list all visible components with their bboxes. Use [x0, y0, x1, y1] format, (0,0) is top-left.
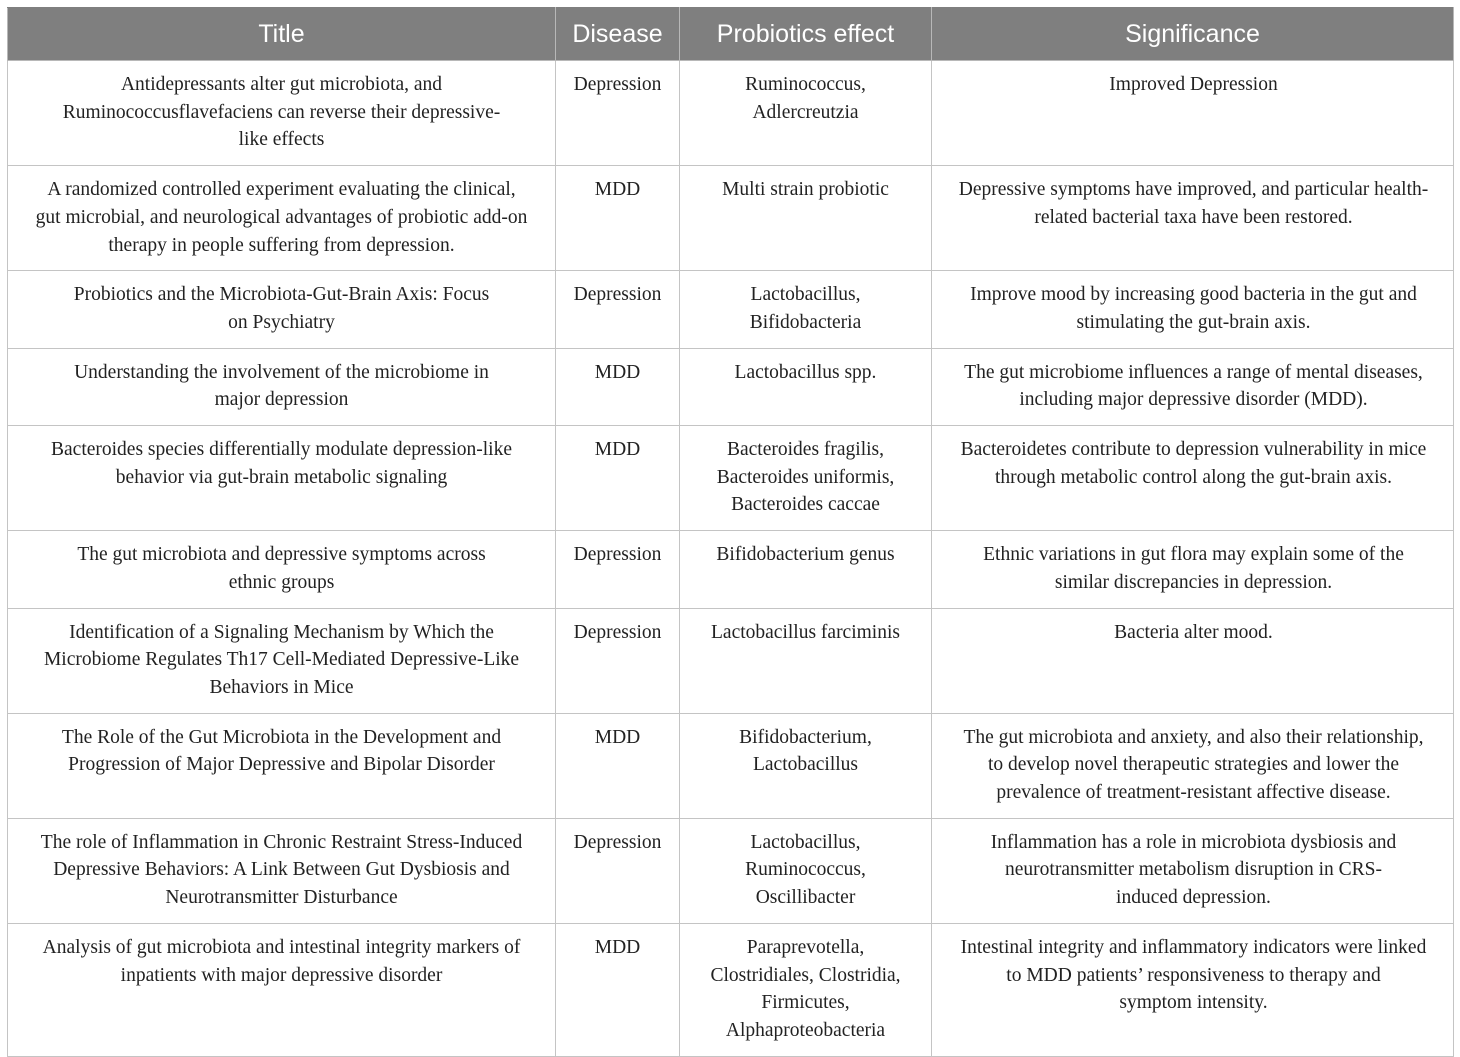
table-header: [8, 8, 1454, 61]
cell-text-line: Lactobacillus spp.: [734, 361, 877, 383]
table-row: [8, 271, 1454, 348]
table-row: [8, 531, 1454, 608]
significance-cell: [932, 61, 1454, 166]
cell-text-line: Intestinal integrity and inflammatory indicators were linked: [960, 936, 1427, 958]
cell-text-line: Oscillibacter: [755, 887, 856, 909]
cell-text-line: Ruminococcusflavefaciens can reverse their depressive-: [62, 101, 501, 123]
cell-text-line: to MDD patients’ responsiveness to therapy and: [1006, 964, 1381, 986]
probiotics-effect-cell: [680, 713, 932, 818]
title-cell: [8, 713, 556, 818]
cell-text-line: Bacteroides caccae: [731, 494, 880, 516]
cell-text-line: to develop novel therapeutic strategies and lower the: [988, 754, 1399, 776]
cell-text-line: Improved Depression: [1109, 74, 1278, 95]
disease-cell: MDD: [556, 713, 680, 818]
cell-text-line: The Role of the Gut Microbiota in the Development and: [61, 726, 502, 748]
cell-text-line: Lactobacillus,: [750, 284, 861, 306]
title-cell: [8, 531, 556, 608]
significance-cell: [932, 166, 1454, 271]
disease-cell: MDD: [556, 166, 680, 271]
cell-text-line: neurotransmitter metabolism disruption in CRS-: [1005, 859, 1382, 881]
probiotics-effect-cell: [680, 608, 932, 713]
cell-text-line: Bifidobacterium genus: [716, 544, 895, 566]
cell-text-line: related bacterial taxa have been restored.: [1034, 206, 1353, 228]
table-row: [8, 61, 1454, 166]
cell-text-line: The gut microbiota and anxiety, and also their relationship,: [963, 726, 1424, 748]
cell-text-line: Ruminococcus,: [745, 74, 866, 95]
cell-text-line: therapy in people suffering from depression.: [108, 234, 455, 256]
disease-cell: MDD: [556, 348, 680, 425]
cell-text-line: Progression of Major Depressive and Bipolar Disorder: [68, 754, 495, 776]
cell-text-line: Inflammation has a role in microbiota dysbiosis and: [990, 831, 1397, 853]
cell-text-line: Bacteria alter mood.: [1114, 621, 1273, 643]
significance-cell: [932, 608, 1454, 713]
title-cell: [8, 923, 556, 1056]
cell-text-line: A randomized controlled experiment evaluating the clinical,: [47, 179, 516, 201]
table-row: [8, 923, 1454, 1056]
column-header-significance: Significance: [932, 8, 1454, 61]
disease-cell: Depression: [556, 608, 680, 713]
cell-text-line: Neurotransmitter Disturbance: [165, 887, 398, 909]
probiotics-effect-cell: [680, 166, 932, 271]
cell-text-line: Lactobacillus: [752, 754, 859, 776]
cell-text-line: Depressive symptoms have improved, and particular health-: [958, 179, 1429, 201]
cell-text-line: behavior via gut-brain metabolic signaling: [115, 466, 448, 488]
cell-text-line: The role of Inflammation in Chronic Restraint Stress-Induced: [40, 831, 523, 853]
significance-cell: [932, 818, 1454, 923]
disease-cell: Depression: [556, 61, 680, 166]
significance-cell: [932, 713, 1454, 818]
title-cell: [8, 271, 556, 348]
cell-text-line: ethnic groups: [228, 571, 335, 593]
cell-text-line: Multi strain probiotic: [722, 179, 889, 201]
significance-cell: [932, 531, 1454, 608]
column-header-title: Title: [8, 8, 556, 61]
cell-text-line: gut microbial, and neurological advantages of probiotic add-on: [35, 206, 528, 228]
table-body: [8, 61, 1454, 1057]
table-row: [8, 818, 1454, 923]
cell-text-line: Lactobacillus farciminis: [711, 621, 900, 643]
cell-text-line: Improve mood by increasing good bacteria in the gut and: [970, 284, 1417, 306]
cell-text-line: inpatients with major depressive disorder: [120, 964, 443, 986]
cell-text-line: including major depressive disorder (MDD).: [1019, 389, 1368, 411]
cell-text-line: major depression: [214, 389, 349, 411]
cell-text-line: Clostridiales, Clostridia,: [710, 964, 901, 986]
cell-text-line: Ethnic variations in gut flora may explain some of the: [983, 544, 1404, 566]
cell-text-line: Behaviors in Mice: [209, 676, 354, 698]
disease-cell: Depression: [556, 818, 680, 923]
cell-text-line: Depressive Behaviors: A Link Between Gut Dysbiosis and: [53, 859, 510, 881]
cell-text-line: on Psychiatry: [228, 311, 335, 333]
column-header-probiotics-effect: Probiotics effect: [680, 8, 932, 61]
cell-text-line: Bacteroides species differentially modulate depression-like: [51, 439, 512, 461]
table-row: [8, 608, 1454, 713]
cell-text-line: similar discrepancies in depression.: [1054, 571, 1333, 593]
cell-text-line: Bacteroidetes contribute to depression vulnerability in mice: [960, 439, 1427, 461]
significance-cell: [932, 348, 1454, 425]
cell-text-line: Paraprevotella,: [746, 936, 865, 958]
disease-cell: MDD: [556, 426, 680, 531]
cell-text-line: Ruminococcus,: [745, 859, 866, 881]
table-row: [8, 426, 1454, 531]
probiotics-effect-cell: [680, 818, 932, 923]
table-row: [8, 713, 1454, 818]
cell-text-line: Probiotics and the Microbiota-Gut-Brain Axis: Focus: [73, 284, 490, 306]
probiotics-effect-cell: [680, 426, 932, 531]
cell-text-line: stimulating the gut-brain axis.: [1076, 311, 1311, 333]
probiotics-effect-cell: [680, 531, 932, 608]
title-cell: [8, 348, 556, 425]
cell-text-line: Bifidobacteria: [749, 311, 862, 333]
disease-cell: Depression: [556, 271, 680, 348]
table-row: [8, 166, 1454, 271]
title-cell: [8, 61, 556, 166]
cell-text-line: through metabolic control along the gut-brain axis.: [995, 466, 1392, 488]
title-cell: [8, 166, 556, 271]
cell-text-line: Analysis of gut microbiota and intestinal integrity markers of: [42, 936, 521, 958]
header-row: [8, 8, 1454, 61]
cell-text-line: Bacteroides fragilis,: [726, 439, 885, 461]
probiotics-studies-table: [7, 7, 1454, 1057]
column-header-disease: Disease: [556, 8, 680, 61]
title-cell: [8, 426, 556, 531]
cell-text-line: Bacteroides uniformis,: [716, 466, 895, 488]
cell-text-line: Identification of a Signaling Mechanism by Which the: [69, 621, 494, 643]
probiotics-effect-cell: [680, 61, 932, 166]
cell-text-line: Firmicutes,: [761, 992, 850, 1014]
probiotics-effect-cell: [680, 348, 932, 425]
disease-cell: Depression: [556, 531, 680, 608]
significance-cell: [932, 271, 1454, 348]
cell-text-line: The gut microbiome influences a range of mental diseases,: [964, 361, 1423, 383]
cell-text-line: Alphaproteobacteria: [725, 1019, 886, 1041]
cell-text-line: Antidepressants alter gut microbiota, and: [120, 74, 443, 95]
cell-text-line: Adlercreutzia: [752, 101, 859, 123]
cell-text-line: prevalence of treatment-resistant affective disease.: [996, 782, 1391, 804]
cell-text-line: Understanding the involvement of the microbiome in: [74, 361, 489, 383]
significance-cell: [932, 426, 1454, 531]
cell-text-line: like effects: [238, 129, 325, 151]
cell-text-line: The gut microbiota and depressive symptoms across: [77, 544, 486, 566]
disease-cell: MDD: [556, 923, 680, 1056]
cell-text-line: Lactobacillus,: [750, 831, 861, 853]
probiotics-effect-cell: [680, 271, 932, 348]
cell-text-line: Microbiome Regulates Th17 Cell-Mediated Depressive-Like: [43, 649, 520, 671]
cell-text-line: symptom intensity.: [1119, 992, 1268, 1014]
probiotics-effect-cell: [680, 923, 932, 1056]
title-cell: [8, 818, 556, 923]
significance-cell: [932, 923, 1454, 1056]
cell-text-line: induced depression.: [1116, 887, 1271, 909]
table-row: [8, 348, 1454, 425]
title-cell: [8, 608, 556, 713]
cell-text-line: Bifidobacterium,: [739, 726, 872, 748]
